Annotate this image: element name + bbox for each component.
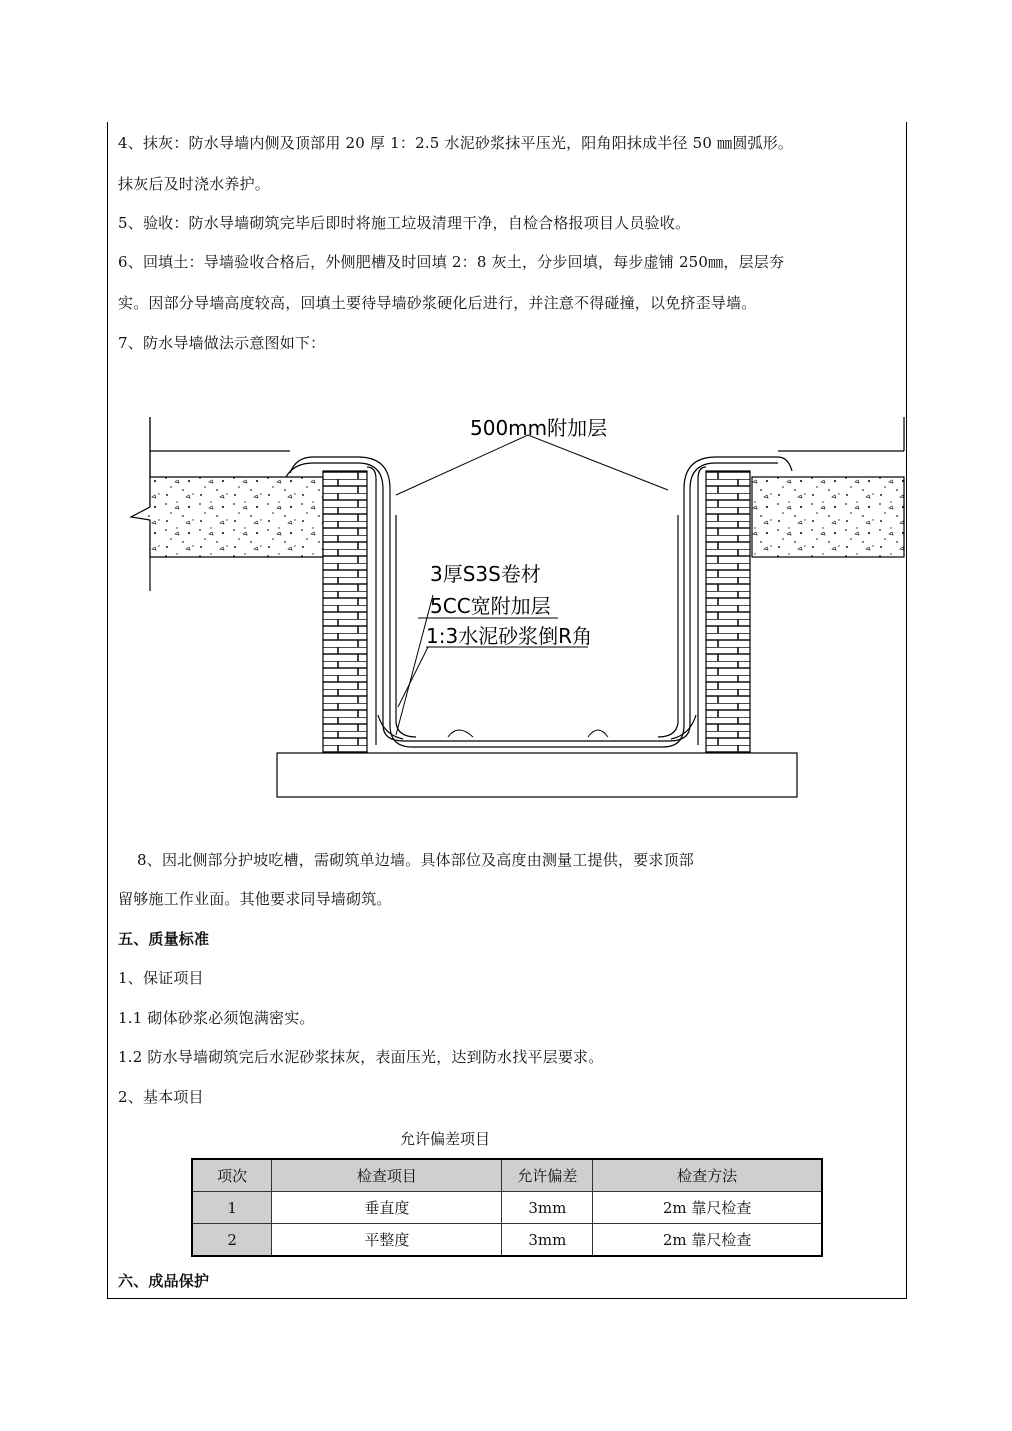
base-slab	[277, 753, 797, 797]
paragraph-4-line1: 4、抹灰：防水导墙内侧及顶部用 20 厚 1：2.5 水泥砂浆抹平压光，阳角阳抹成半径 50 ㎜圆弧形。	[118, 134, 794, 152]
item-1-2: 1.2 防水导墙砌筑完后水泥砂浆抹灰，表面压光，达到防水找平层要求。	[118, 1048, 604, 1066]
leader-lines	[396, 435, 668, 737]
column-header: 允许偏差	[502, 1159, 593, 1192]
guarantee-items-heading: 1、保证项目	[118, 969, 204, 987]
label-membrane: 3厚S3S卷材	[430, 562, 541, 586]
table-cell: 3mm	[502, 1192, 593, 1224]
table-cell: 2	[192, 1224, 272, 1257]
label-mortar-fillet: 1:3水泥砂浆倒R角	[426, 624, 593, 648]
column-header: 项次	[192, 1159, 272, 1192]
label-500mm-reinforcement: 500mm附加层	[470, 416, 608, 440]
table-cell: 2m 靠尺检查	[593, 1224, 822, 1257]
table-cell: 2m 靠尺检查	[593, 1192, 822, 1224]
paragraph-6-line1: 6、回填土：导墙验收合格后，外侧肥槽及时回填 2：8 灰土，分步回填，每步虚铺 250㎜，层层夯	[118, 253, 785, 271]
right-brick-wall	[706, 471, 750, 753]
table-row	[192, 1192, 822, 1224]
diagram-labels	[426, 416, 607, 648]
paragraph-7: 7、防水导墙做法示意图如下：	[118, 334, 326, 352]
left-slab	[131, 417, 323, 591]
table-header-row	[192, 1159, 822, 1192]
column-header: 检查方法	[593, 1159, 822, 1192]
label-reinforcement-width: 5CC宽附加层	[430, 594, 551, 618]
table-caption: 允许偏差项目	[399, 1130, 490, 1148]
left-brick-wall	[323, 471, 367, 753]
basic-items-heading: 2、基本项目	[118, 1088, 204, 1106]
table-cell: 1	[192, 1192, 272, 1224]
paragraph-6-line2: 实。因部分导墙高度较高，回填土要待导墙砂浆硬化后进行，并注意不得碰撞，以免挤歪导墙。	[118, 294, 757, 312]
item-1-1: 1.1 砌体砂浆必须饱满密实。	[118, 1009, 315, 1027]
paragraph-4-line2: 抹灰后及时浇水养护。	[118, 175, 271, 193]
paragraph-8-line1: 8、因北侧部分护坡吃槽，需砌筑单边墙。具体部位及高度由测量工提供，要求顶部	[137, 851, 694, 869]
table-cell: 3mm	[502, 1224, 593, 1257]
table-cell: 平整度	[272, 1224, 502, 1257]
column-header: 检查项目	[272, 1159, 502, 1192]
waterproof-guide-wall-diagram	[128, 395, 908, 805]
section-heading-protection: 六、成品保护	[118, 1272, 210, 1290]
paragraph-5: 5、验收：防水导墙砌筑完毕后即时将施工垃圾清理干净，自检合格报项目人员验收。	[118, 214, 691, 232]
tolerance-table	[191, 1158, 823, 1257]
paragraph-8-line2: 留够施工作业面。其他要求同导墙砌筑。	[118, 890, 392, 908]
section-heading-quality: 五、质量标准	[118, 930, 210, 948]
table-cell: 垂直度	[272, 1192, 502, 1224]
table-row	[192, 1224, 822, 1257]
right-slab	[752, 417, 904, 557]
